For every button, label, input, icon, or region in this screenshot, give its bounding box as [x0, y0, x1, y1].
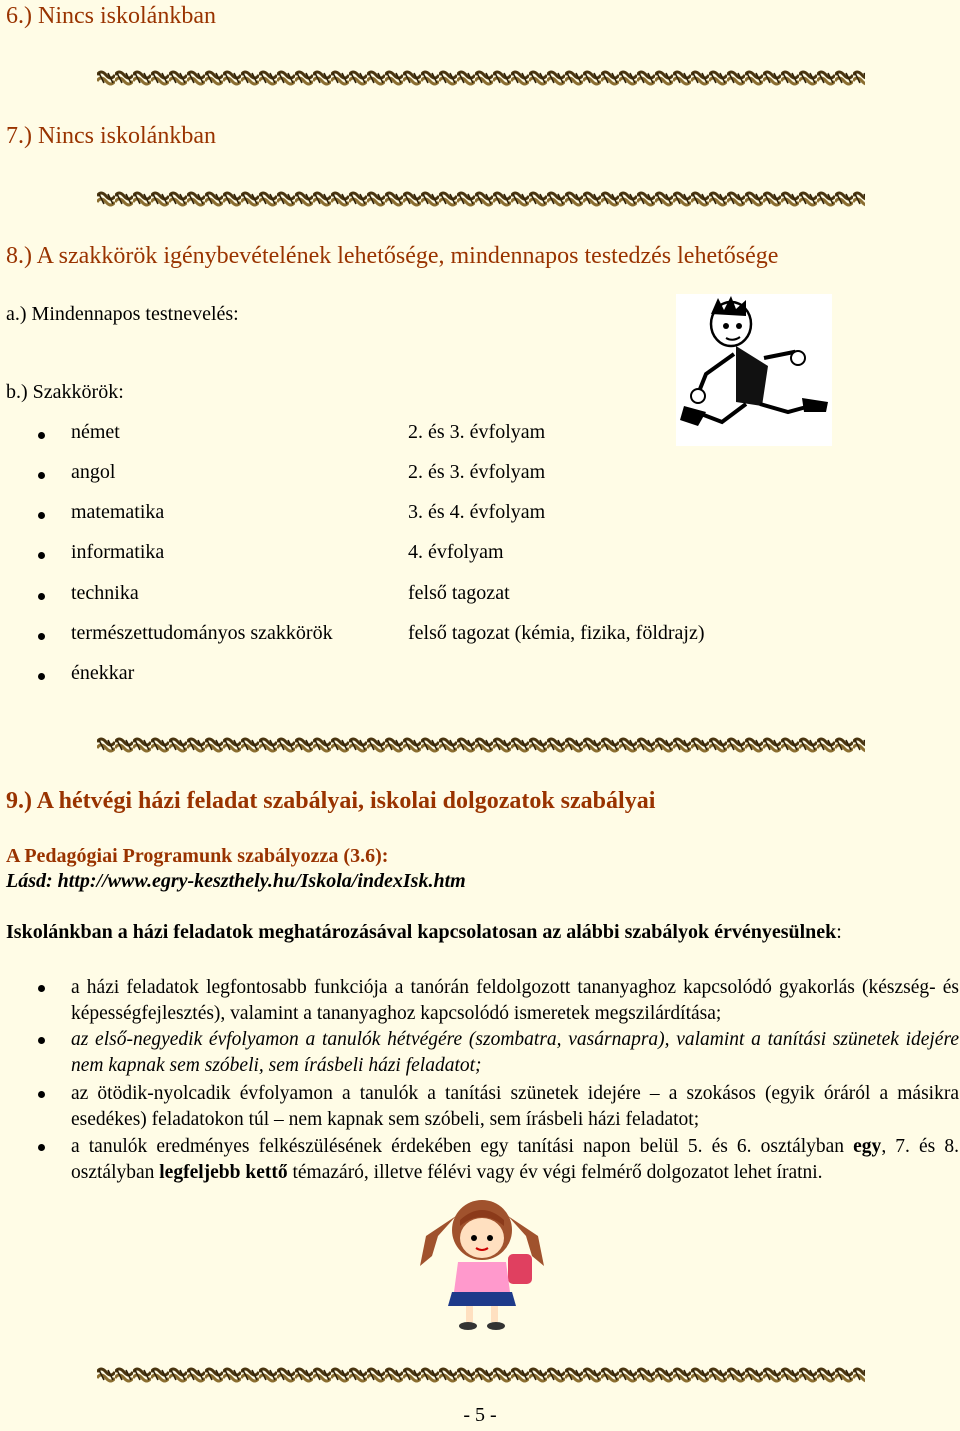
- bullet-icon: [38, 472, 45, 479]
- rope-divider: [97, 188, 865, 210]
- rope-divider: [97, 1364, 865, 1386]
- section-7-heading: 7.) Nincs iskolánkban: [6, 123, 216, 149]
- program-reference: A Pedagógiai Programunk szabályozza (3.6):: [6, 845, 389, 867]
- clubs-title: b.) Szakkörök:: [6, 381, 124, 403]
- bullet-icon: [38, 593, 45, 600]
- club-grade: 3. és 4. évfolyam: [408, 501, 546, 523]
- list-item: [0, 501, 960, 529]
- list-item: [0, 421, 960, 449]
- club-grade: 2. és 3. évfolyam: [408, 461, 546, 483]
- club-name: természettudományos szakkörök: [71, 622, 333, 644]
- page-number: - 5 -: [463, 1404, 497, 1426]
- list-item: [0, 582, 960, 610]
- bullet-icon: [38, 1091, 45, 1098]
- club-name: énekkar: [71, 662, 135, 684]
- rule-text: az első-negyedik évfolyamon a tanulók hétvégére (szombatra, vasárnapra), valamint a tanítási szünetek idejére nem kapnak sem szóbeli, sem írásbeli házi feladatot;: [71, 1029, 959, 1076]
- rules-intro-text: Iskolánkban a házi feladatok meghatározásával kapcsolatosan az alábbi szabályok érvényesülnek: [6, 921, 837, 943]
- schoolgirl-image: [416, 1196, 548, 1334]
- rule-emphasis: legfeljebb kettő: [159, 1162, 288, 1183]
- rule-emphasis: egy: [853, 1136, 882, 1157]
- bullet-icon: [38, 552, 45, 559]
- daily-pe-label: a.) Mindennapos testnevelés:: [6, 303, 239, 325]
- club-name: német: [71, 421, 120, 443]
- club-name: angol: [71, 461, 116, 483]
- list-item: [0, 662, 960, 690]
- club-name: technika: [71, 582, 139, 604]
- rule-text-part: témazáró, illetve félévi vagy év végi felmérő dolgozatot lehet íratni.: [287, 1162, 823, 1183]
- bullet-icon: [38, 633, 45, 640]
- club-grade: 4. évfolyam: [408, 541, 504, 563]
- rope-divider: [97, 734, 865, 756]
- rope-divider: [97, 67, 865, 89]
- rules-intro-colon: :: [836, 921, 842, 943]
- bullet-icon: [38, 673, 45, 680]
- list-item: [0, 461, 960, 489]
- bullet-icon: [38, 432, 45, 439]
- bullet-icon: [38, 1144, 45, 1151]
- bullet-icon: [38, 1037, 45, 1044]
- bullet-icon: [38, 512, 45, 519]
- rule-text-part: a tanulók eredményes felkészülésének érdekében egy tanítási napon belül 5. és 6. osztályban: [71, 1136, 854, 1157]
- club-grade: felső tagozat: [408, 582, 510, 604]
- rule-text: az ötödik-nyolcadik évfolyamon a tanulók a tanítási szünetek idejére – a szokásos (egyik óráról a másikra esedékes) feladatokon túl – nem kapnak sem szóbeli, sem írásbeli házi feladatot;: [71, 1083, 959, 1130]
- club-grade: 2. és 3. évfolyam: [408, 421, 546, 443]
- bullet-icon: [38, 985, 45, 992]
- rule-text: [71, 1134, 959, 1186]
- club-name: informatika: [71, 541, 165, 563]
- section-9-heading: 9.) A hétvégi házi feladat szabályai, iskolai dolgozatok szabályai: [6, 788, 656, 814]
- section-6-heading: 6.) Nincs iskolánkban: [6, 3, 216, 29]
- club-grade: felső tagozat (kémia, fizika, földrajz): [408, 622, 705, 644]
- rule-text-part: , 7. és 8. osztályban: [71, 1136, 959, 1183]
- club-name: matematika: [71, 501, 165, 523]
- section-8-heading: 8.) A szakkörök igénybevételének lehetősége, mindennapos testedzés lehetősége: [6, 243, 779, 269]
- reference-link[interactable]: Lásd: http://www.egry-keszthely.hu/Iskola/indexIsk.htm: [6, 870, 466, 892]
- rule-text: a házi feladatok legfontosabb funkciója a tanórán feldolgozott tananyaghoz kapcsolódó gyakorlás (készség- és képességfejlesztés), valamint a tananyaghoz kapcsolódó ismeretek megszilárdítása;: [71, 977, 959, 1024]
- rules-intro: [6, 921, 842, 944]
- list-item: [0, 622, 960, 650]
- list-item: [0, 541, 960, 569]
